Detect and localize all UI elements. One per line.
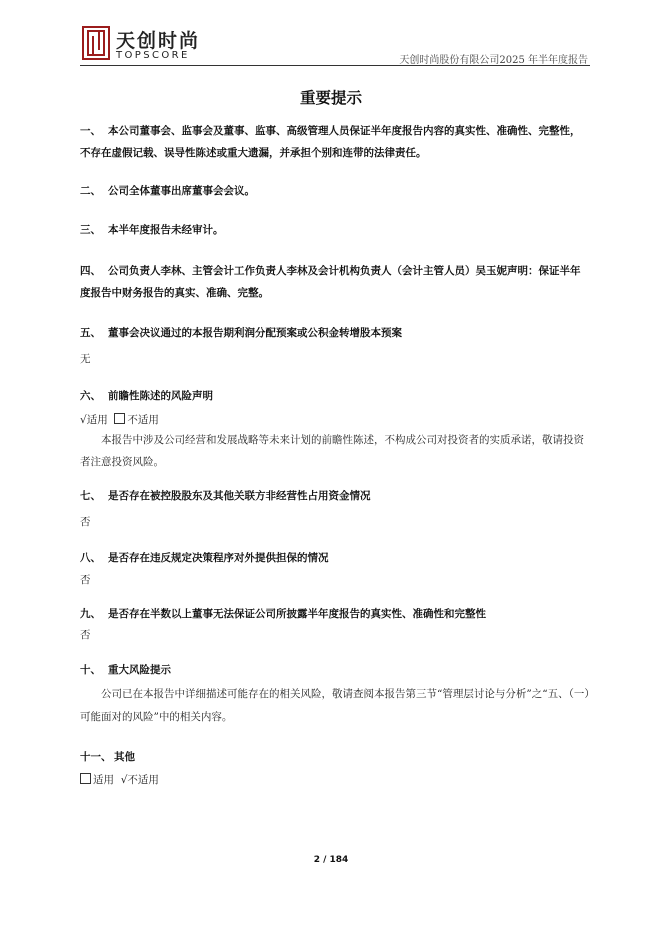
notice-item-7 (80, 485, 590, 507)
item-number: 七、 (80, 490, 101, 502)
notice-item-2 (80, 180, 590, 202)
item-number: 五、 (80, 327, 101, 339)
notice-item-11 (80, 746, 590, 768)
logo-english-name: TOPSCORE (116, 50, 190, 61)
item-5-answer: 无 (80, 353, 91, 365)
item-7-answer: 否 (80, 516, 91, 528)
logo-mark-icon (82, 26, 110, 60)
item-8-answer: 否 (80, 574, 91, 586)
page-title: 重要提示 (299, 89, 362, 107)
item-text: 前瞻性陈述的风险声明 (108, 390, 213, 402)
item-text: 公司全体董事出席董事会会议。 (108, 185, 255, 197)
page-number: 2 / 184 (313, 855, 349, 865)
item-text: 是否存在半数以上董事无法保证公司所披露半年度报告的真实性、准确性和完整性 (108, 608, 486, 620)
item-6-body: 本报告中涉及公司经营和发展战略等未来计划的前瞻性陈述，不构成公司对投资者的实质承诺，敬请投资者注意投资风险。 (80, 434, 584, 468)
item-text: 董事会决议通过的本报告期利润分配预案或公积金转增股本预案 (108, 327, 402, 339)
item-6-applicability (80, 409, 590, 431)
item-number: 三、 (80, 224, 101, 236)
item-number: 十、 (80, 664, 101, 676)
item-number: 十一、 (80, 751, 112, 763)
not-applicable-option: 不适用 (127, 414, 159, 426)
header-divider (80, 65, 590, 66)
item-text: 是否存在被控股股东及其他关联方非经营性占用资金情况 (108, 490, 371, 502)
item-number: 二、 (80, 185, 101, 197)
item-10-body: 公司已在本报告中详细描述可能存在的相关风险，敬请查阅本报告第三节“管理层讨论与分析”之“五、（一）可能面对的风险”中的相关内容。 (80, 688, 590, 723)
item-number: 九、 (80, 608, 101, 620)
item-number: 四、 (80, 265, 101, 277)
item-text: 重大风险提示 (108, 664, 171, 676)
applicable-checked-option: √适用 (80, 414, 108, 426)
notice-item-1 (80, 120, 590, 164)
item-text: 本公司董事会、监事会及董事、监事、高级管理人员保证半年度报告内容的真实性、准确性、完整性，不存在虚假记载、误导性陈述或重大遗漏，并承担个别和连带的法律责任。 (80, 125, 581, 159)
item-number: 六、 (80, 390, 101, 402)
logo-chinese-name: 天创时尚 (116, 30, 201, 52)
report-header-title: 天创时尚股份有限公司2025 年半年度报告 (399, 55, 588, 66)
notice-item-6 (80, 385, 590, 407)
item-9-answer: 否 (80, 629, 91, 641)
item-text: 本半年度报告未经审计。 (108, 224, 224, 236)
item-text: 其他 (114, 751, 135, 763)
item-text: 是否存在违反规定决策程序对外提供担保的情况 (108, 552, 329, 564)
notice-item-9 (80, 603, 590, 625)
company-logo (82, 26, 214, 66)
not-applicable-checked-option: √不适用 (120, 774, 159, 786)
applicable-option: 适用 (93, 774, 114, 786)
item-number: 八、 (80, 552, 101, 564)
notice-item-4 (80, 260, 590, 304)
item-11-applicability (80, 769, 590, 791)
notice-item-10 (80, 659, 590, 681)
notice-item-5 (80, 322, 590, 344)
item-number: 一、 (80, 125, 101, 137)
item-text: 公司负责人李林、主管会计工作负责人李林及会计机构负责人（会计主管人员）吴玉妮声明：保证半年度报告中财务报告的真实、准确、完整。 (80, 265, 581, 299)
notice-item-8 (80, 547, 590, 569)
notice-item-3 (80, 219, 590, 241)
checkbox-empty-icon (114, 413, 125, 424)
checkbox-empty-icon (80, 773, 91, 784)
